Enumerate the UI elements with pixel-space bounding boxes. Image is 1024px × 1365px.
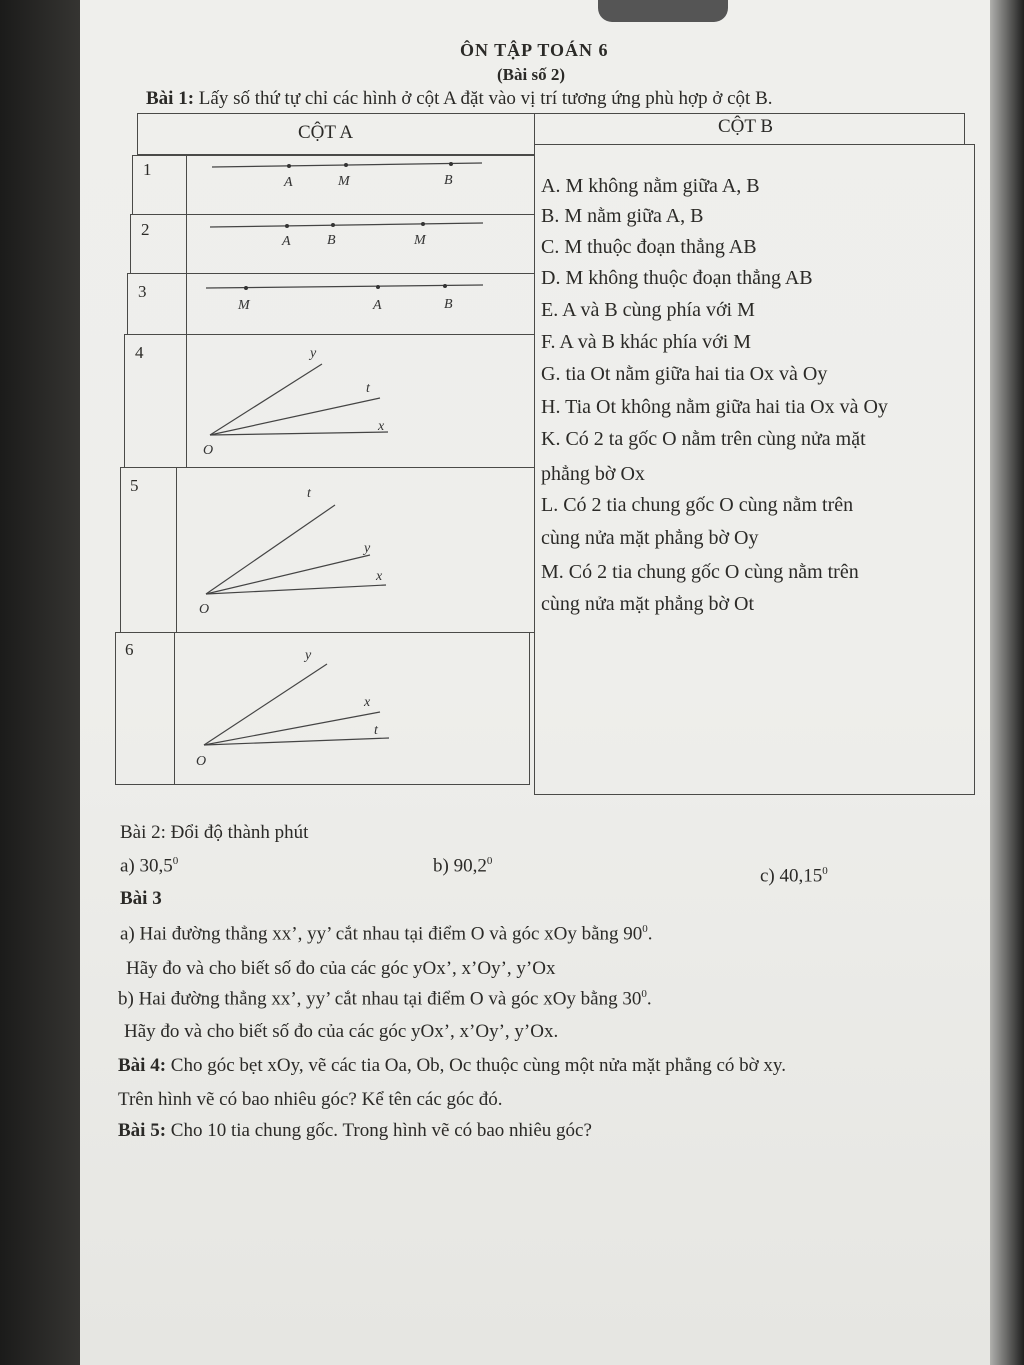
row3-label-3: B bbox=[444, 297, 453, 312]
row5-x-label: x bbox=[376, 569, 383, 584]
bai2-c-degree: 0 bbox=[822, 865, 828, 877]
row3-line-figure bbox=[206, 284, 483, 313]
bai2-title bbox=[120, 822, 308, 844]
bai2-a-label: a) bbox=[120, 855, 135, 877]
row1-label-1: A bbox=[284, 175, 293, 190]
col-b-option-a: A. M không nằm giữa A, B bbox=[541, 175, 760, 197]
bai4-label: Bài 4: bbox=[118, 1055, 167, 1076]
row1-label-2: M bbox=[338, 174, 350, 189]
bai2-b-degree: 0 bbox=[486, 855, 493, 867]
point-m bbox=[344, 163, 348, 167]
col-b-option-k: K. Có 2 ta gốc O nằm trên cùng nửa mặt bbox=[541, 428, 866, 450]
bai3-b-degree: 0 bbox=[641, 988, 647, 1000]
row5-o-label: O bbox=[199, 602, 210, 617]
col-b-option-c: C. M thuộc đoạn thẳng AB bbox=[541, 236, 757, 258]
bai1-text: Lấy số thứ tự chỉ các hình ở cột A đặt vào vị trí tương ứng phù hợp ở cột B. bbox=[198, 88, 773, 109]
col-b-option-l-cont: cùng nửa mặt phẳng bờ Oy bbox=[541, 527, 759, 549]
col-b-header: CỘT B bbox=[718, 116, 774, 137]
row6-t-label: t bbox=[374, 723, 378, 738]
row2-label-2: B bbox=[327, 233, 336, 248]
row3-number: 3 bbox=[138, 282, 147, 301]
col-b-option-k-cont: phẳng bờ Ox bbox=[541, 463, 645, 485]
bai2-c bbox=[760, 865, 828, 887]
row6-x-label: x bbox=[364, 695, 371, 710]
row5-t-label: t bbox=[307, 486, 311, 501]
bai4-text: Cho góc bẹt xOy, vẽ các tia Oa, Ob, Oc thuộc cùng một nửa mặt phẳng có bờ xy. bbox=[170, 1055, 786, 1076]
row4-o-label: O bbox=[203, 443, 214, 458]
col-b-option-m-cont: cùng nửa mặt phẳng bờ Ot bbox=[541, 593, 755, 615]
bai3-a-line1 bbox=[120, 923, 653, 945]
row5-number: 5 bbox=[130, 476, 139, 495]
bai5-label: Bài 5: bbox=[118, 1120, 167, 1141]
row2-number: 2 bbox=[141, 220, 150, 239]
bai2-c-value: 40,15 bbox=[779, 865, 823, 887]
row4-angle-figure bbox=[203, 346, 388, 458]
bai4-line1 bbox=[118, 1055, 786, 1077]
row5-y-label: y bbox=[364, 541, 371, 556]
row2-label-3: M bbox=[414, 233, 426, 248]
col-b-option-b: B. M nằm giữa A, B bbox=[541, 205, 704, 227]
row6-number: 6 bbox=[125, 640, 134, 659]
bai3-b-line2: Hãy đo và cho biết số đo của các góc yOx’, x’Oy’, y’Ox. bbox=[124, 1021, 559, 1042]
point-m bbox=[421, 222, 425, 226]
row5-angle-figure bbox=[199, 486, 386, 617]
worksheet-title: ÔN TẬP TOÁN 6 bbox=[460, 40, 609, 60]
row3-label-2: A bbox=[373, 298, 382, 313]
point-b bbox=[449, 162, 453, 166]
row6-angle-figure bbox=[196, 648, 389, 769]
bai2-a-value: 30,5 bbox=[139, 855, 173, 877]
row1-line-figure bbox=[212, 162, 482, 190]
point-b bbox=[443, 284, 447, 288]
bai3-a-end: . bbox=[647, 923, 653, 945]
col-b-option-m: M. Có 2 tia chung gốc O cùng nằm trên bbox=[541, 561, 859, 583]
row4-x-label: x bbox=[378, 419, 385, 434]
row4-t-label: t bbox=[366, 381, 370, 396]
bai5-line bbox=[118, 1120, 592, 1142]
bai3-a-degree: 0 bbox=[642, 923, 648, 935]
bai5-text: Cho 10 tia chung gốc. Trong hình vẽ có bao nhiêu góc? bbox=[170, 1120, 592, 1141]
bai1-label: Bài 1: bbox=[146, 88, 195, 109]
row2-line-figure bbox=[210, 222, 483, 249]
bai2-a bbox=[120, 855, 178, 877]
bai2-b-value: 90,2 bbox=[453, 855, 487, 877]
point-m bbox=[244, 286, 248, 290]
bai3-b-line1 bbox=[118, 988, 652, 1010]
bai2-title-text: Bài 2: Đổi độ thành phút bbox=[120, 822, 309, 843]
col-a-header: CỘT A bbox=[298, 122, 354, 143]
col-b-option-f: F. A và B khác phía với M bbox=[541, 331, 752, 353]
row4-number: 4 bbox=[135, 343, 144, 362]
row6-o-label: O bbox=[196, 754, 207, 769]
row2-label-1: A bbox=[282, 234, 291, 249]
bai3-a-text: a) Hai đường thẳng xx’, yy’ cắt nhau tại điểm O và góc xOy bằng 90 bbox=[120, 923, 643, 945]
bai3-b-text: b) Hai đường thẳng xx’, yy’ cắt nhau tại điểm O và góc xOy bằng 30 bbox=[118, 988, 642, 1010]
bai2-b bbox=[433, 855, 492, 877]
point-a bbox=[285, 224, 289, 228]
bai2-c-label: c) bbox=[760, 865, 775, 887]
row1-label-3: B bbox=[444, 173, 453, 188]
col-b-option-d: D. M không thuộc đoạn thẳng AB bbox=[541, 267, 813, 289]
point-a bbox=[287, 164, 291, 168]
bai2-b-label: b) bbox=[433, 855, 449, 877]
bai3-title: Bài 3 bbox=[120, 888, 162, 909]
col-b-option-l: L. Có 2 tia chung gốc O cùng nằm trên bbox=[541, 494, 854, 516]
row4-y-label: y bbox=[310, 346, 317, 361]
bai3-a-line2: Hãy đo và cho biết số đo của các góc yOx’, x’Oy’, y’Ox bbox=[126, 958, 556, 979]
bai4-line2: Trên hình vẽ có bao nhiêu góc? Kể tên các góc đó. bbox=[118, 1089, 503, 1110]
worksheet-subtitle: (Bài số 2) bbox=[497, 65, 565, 84]
col-b-option-g: G. tia Ot nằm giữa hai tia Ox và Oy bbox=[541, 363, 828, 385]
point-b bbox=[331, 223, 335, 227]
row6-y-label: y bbox=[305, 648, 312, 663]
col-b-option-e: E. A và B cùng phía với M bbox=[541, 299, 755, 321]
row3-label-1: M bbox=[238, 298, 250, 313]
point-a bbox=[376, 285, 380, 289]
col-b-option-h: H. Tia Ot không nằm giữa hai tia Ox và Oy bbox=[541, 396, 888, 418]
bai2-a-degree: 0 bbox=[172, 855, 179, 867]
row1-number: 1 bbox=[143, 160, 152, 179]
bai3-b-end: . bbox=[646, 988, 652, 1010]
